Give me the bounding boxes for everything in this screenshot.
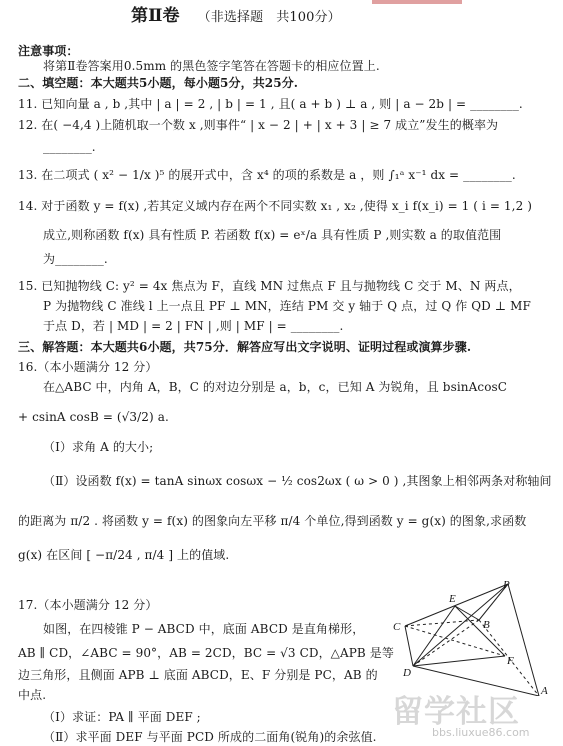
notice-text: 将第Ⅱ卷答案用0.5mm 的黑色签字笔答在答题卡的相应位置上. [43,59,380,73]
question-14-line3: 为________. [43,252,108,266]
question-16-part1: （Ⅰ）求角 A 的大小; [43,440,154,454]
pyramid-figure [393,578,563,696]
fill-section-heading: 二、填空题：本大题共5小题，每小题5分，共25分. [18,76,299,90]
question-12-line1: 12. 在( −4,4 )上随机取一个数 x ,则事件“ | x − 2 | + | x + 3 | ≥ 7 成立”发生的概率为 [18,118,499,132]
question-14-line2: 成立,则称函数 f(x) 具有性质 P. 若函数 f(x) = eˣ/a 具有性质 P ,则实数 a 的取值范围 [43,228,502,242]
question-17-head: 17.（本小题满分 12 分） [18,598,158,612]
question-13: 13. 在二项式 ( x² − 1/x )⁵ 的展开式中，含 x⁴ 的项的系数是 a ，则 ∫₁ᵃ x⁻¹ dx = ________. [18,168,516,182]
question-17-part2: （Ⅱ）求平面 DEF 与平面 PCD 所成的二面角(锐角)的余弦值. [43,730,377,744]
label-D: D [403,667,411,679]
question-16-part2-line2: 的距离为 π/2 . 将函数 y = f(x) 的图象向左平移 π/4 个单位,得到函数 y = g(x) 的图象,求函数 [18,514,527,528]
question-17-line1: 如图，在四棱锥 P − ABCD 中，底面 ABCD 是直角梯形， [43,622,365,636]
watermark-logo: 留学社区 [392,694,520,730]
question-16-part2-line1: （Ⅱ）设函数 f(x) = tanA sinωx cosωx − ½ cos2ωx ( ω > 0 ) ,其图象上相邻两条对称轴间 [43,474,552,488]
question-17-part1: （Ⅰ）求证：PA ∥ 平面 DEF ; [43,710,201,724]
label-B: B [483,619,490,631]
question-15-line2: P 为抛物线 C 准线 l 上一点且 PF ⊥ MN，连结 PM 交 y 轴于 Q 点，过 Q 作 QD ⊥ MF [43,299,531,313]
question-16-head: 16.（本小题满分 12 分） [18,360,158,374]
watermark-url: bbs.liuxue86.com [432,726,530,739]
solve-section-heading: 三、解答题：本大题共6小题，共75分．解答应写出文字说明、证明过程或演算步骤. [18,340,472,354]
label-A: A [541,685,548,696]
question-11: 11. 已知向量 a , b ,其中 | a | = 2 , | b | = 1 , 且( a + b ) ⊥ a , 则 | a − 2b | = ________. [18,97,523,111]
label-E: E [449,593,456,605]
red-stamp-mark [372,0,462,4]
question-16-line2: + csinA cosB = (√3/2) a. [18,410,169,424]
section-title: 第Ⅱ卷 （非选择题 共100分） [131,6,341,26]
question-16-part2-line3: g(x) 在区间 [ −π/24 , π/4 ] 上的值域. [18,548,230,562]
label-P: P [503,579,510,591]
question-17-line2: AB ∥ CD，∠ABC = 90°，AB = 2CD，BC = √3 CD，△APB 是等 [18,646,394,660]
question-17-line4: 中点. [18,688,47,702]
question-17-line3: 边三角形，且侧面 APB ⊥ 底面 ABCD，E、F 分别是 PC，AB 的 [18,668,378,682]
question-15-line3: 于点 D，若 | MD | = 2 | FN | ,则 | MF | = ________. [43,319,344,333]
question-15-line1: 15. 已知抛物线 C: y² = 4x 焦点为 F，直线 MN 过焦点 F 且与抛物线 C 交于 M、N 两点， [18,279,521,293]
question-14-line1: 14. 对于函数 y = f(x) ,若其定义域内存在两个不同实数 x₁ , x₂ ,使得 x_i f(x_i) = 1 ( i = 1,2 ) [18,199,532,213]
label-F: F [507,655,514,667]
question-12-line2: ________. [43,140,96,154]
label-C: C [393,621,401,633]
notice-heading: 注意事项： [18,44,79,58]
watermark [392,686,560,742]
question-16-line1: 在△ABC 中，内角 A，B，C 的对边分别是 a，b，c，已知 A 为锐角，且 bsinAcosC [43,380,508,394]
